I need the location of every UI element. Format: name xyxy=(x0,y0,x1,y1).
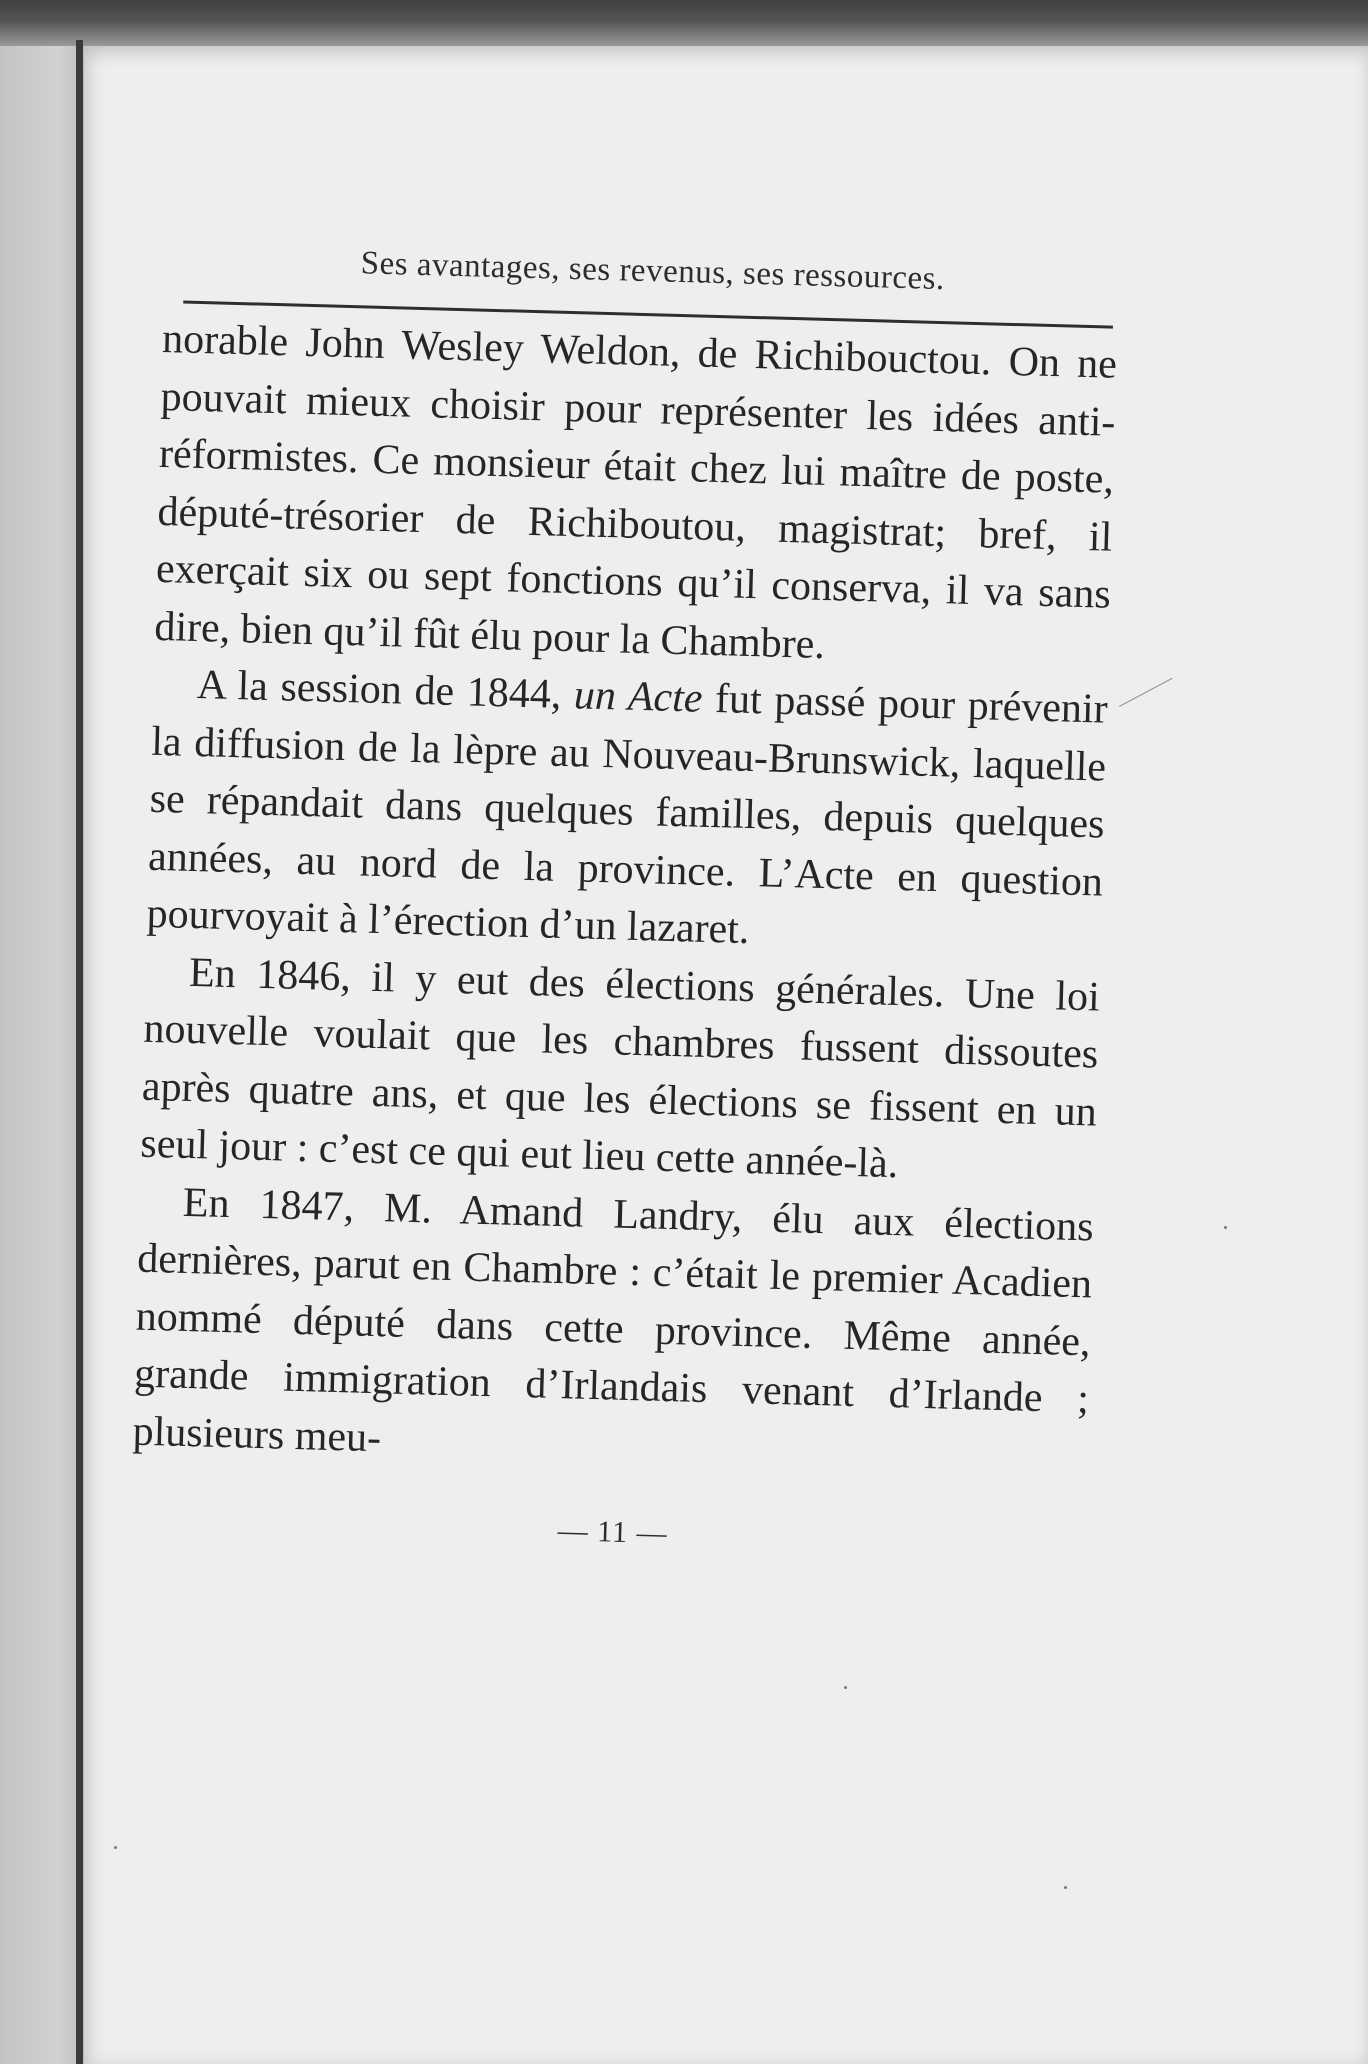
scan-left-margin xyxy=(0,0,84,2064)
dust-speck xyxy=(844,1686,847,1689)
dust-speck xyxy=(1064,1886,1067,1889)
paragraph-text: A la session de 1844, xyxy=(196,662,575,719)
page-number: — 11 — xyxy=(557,1514,669,1551)
paragraph-1844 xyxy=(146,656,1108,969)
film-scratch xyxy=(1119,678,1172,707)
page-content xyxy=(130,238,1130,1563)
dust-speck xyxy=(1224,1226,1227,1229)
act-emphasis: un Acte xyxy=(573,672,704,722)
paragraph-continuation: norable John Wesley Weldon, de Richibouctou. On ne pouvait mieux choisir pour représenter les idées anti-réformistes. Ce monsieur était chez lui maître de poste, député-trésorier de Richiboutou, magistrat; bref, il exerçait six ou sept fonctions qu’il conserva, il va sans dire, bien qu’il fût élu pour la Chambre. xyxy=(153,315,1118,668)
running-head: Ses avantages, ses revenus, ses ressources. xyxy=(360,245,946,298)
scan-top-border xyxy=(0,0,1368,46)
paragraph-text: fut passé pour prévenir la diffusion de la lèpre au Nouveau-Brunswick, laquelle se répandait dans quelques familles, depuis quelques années, au nord de la province. L’Acte en question pourvoyait à l’érection d’un lazaret. xyxy=(146,675,1109,954)
paragraph-1847: En 1847, M. Amand Landry, élu aux élections dernières, parut en Chambre : c’était le premier Acadien nommé député dans cette province. Même année, grande immigration d’Irlandais venant d’Irlande ; plusieurs meu- xyxy=(132,1179,1095,1461)
body-text xyxy=(132,311,1118,1486)
dust-speck xyxy=(114,1846,117,1849)
paragraph-1846: En 1846, il y eut des élections générales. Une loi nouvelle voulait que les chambres fussent dissoutes après quatre ans, et que les élections se fissent en un seul jour : c’est ce qui eut lieu cette année-là. xyxy=(139,949,1101,1188)
binding-edge xyxy=(76,40,83,2064)
